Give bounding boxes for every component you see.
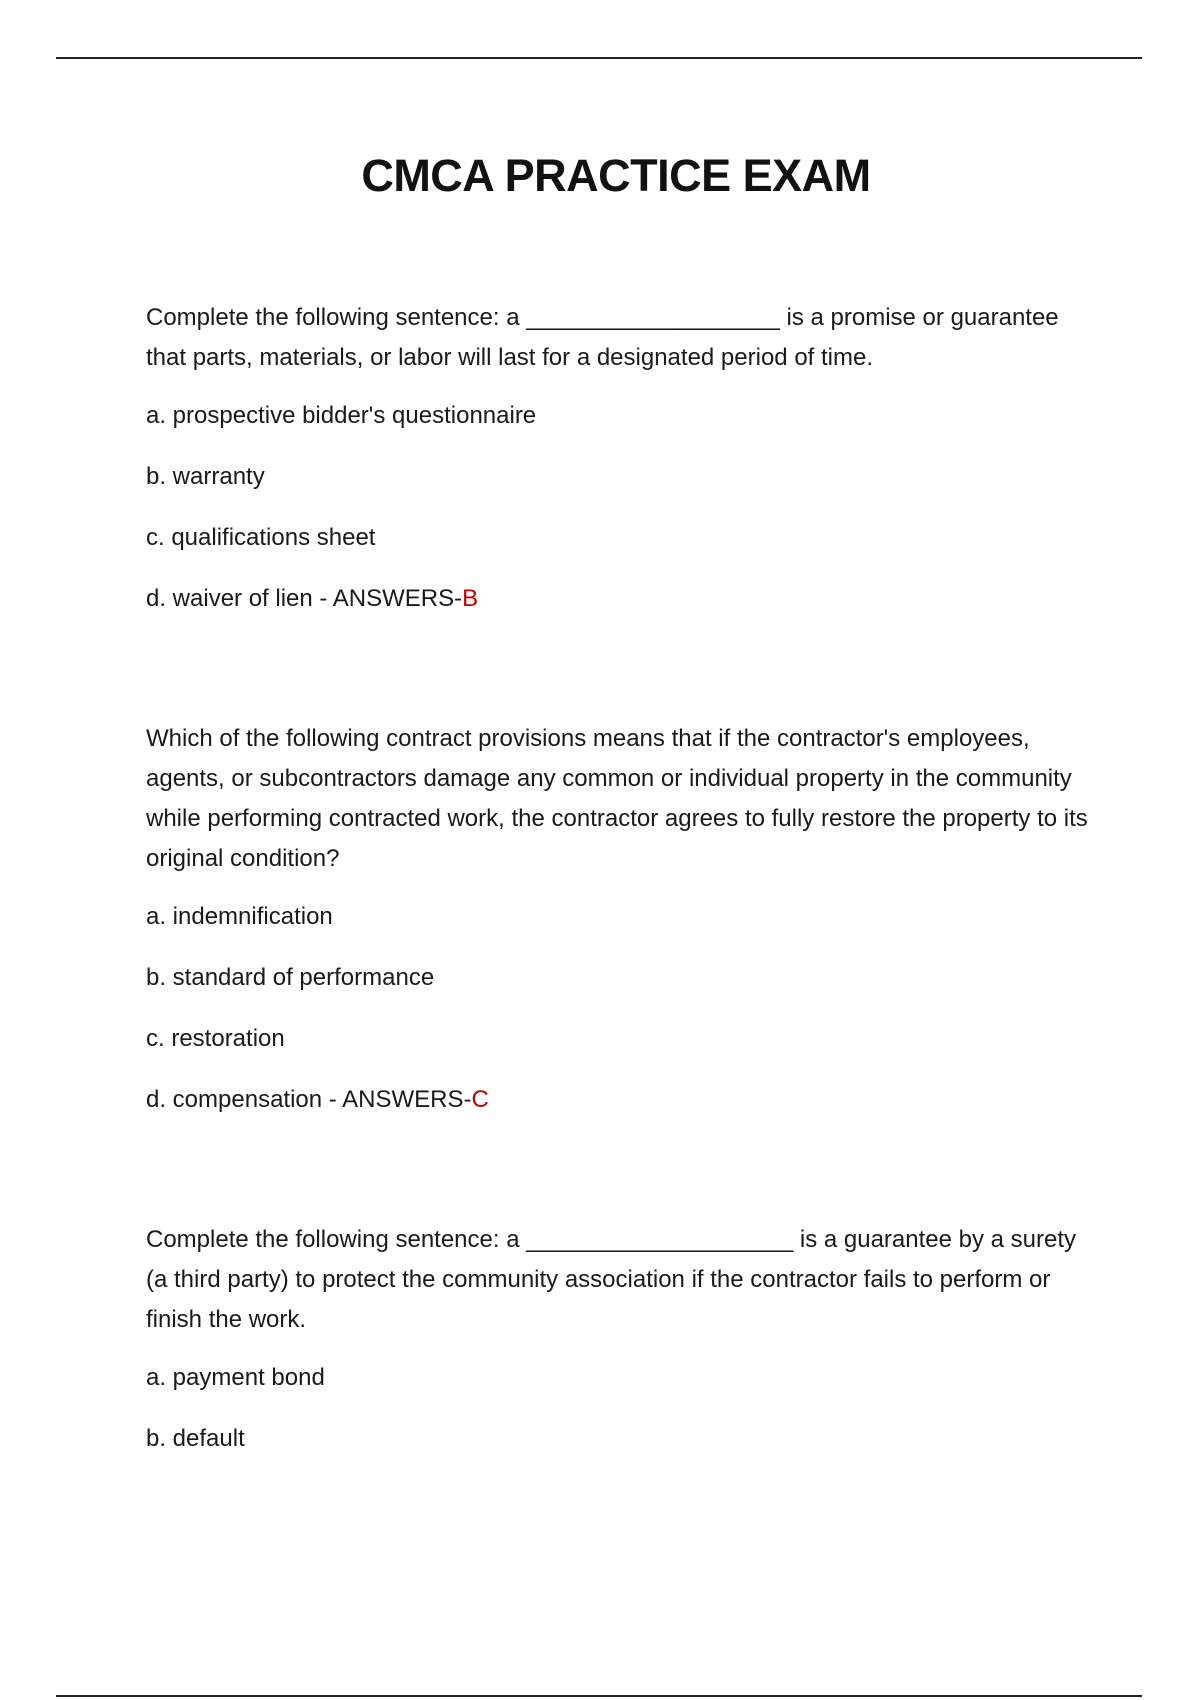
answer-prefix: - ANSWERS- xyxy=(312,585,463,612)
question-text-after: is a promise or guarantee that parts, materials, or labor will last for a designated period of time. xyxy=(146,304,1059,371)
option-d-text: d. compensation xyxy=(146,1086,323,1113)
option-b: b. standard of performance xyxy=(146,964,435,991)
question-text-before: Complete the following sentence: a xyxy=(146,1226,527,1253)
question-block-1 xyxy=(146,298,1096,619)
question-text-before: Complete the following sentence: a xyxy=(146,304,527,331)
question-block-2 xyxy=(146,719,1096,1120)
option-d-text: d. waiver of lien xyxy=(146,585,313,612)
option-a: a. prospective bidder's questionnaire xyxy=(146,402,537,429)
option-c: c. restoration xyxy=(146,1025,285,1052)
question-block-3 xyxy=(146,1220,1096,1459)
question-text xyxy=(146,298,1096,378)
bottom-rule xyxy=(56,1695,1142,1697)
option-c: c. qualifications sheet xyxy=(146,524,376,551)
document-title: CMCA PRACTICE EXAM xyxy=(361,150,871,201)
answer-prefix: - ANSWERS- xyxy=(322,1086,472,1113)
option-a: a. indemnification xyxy=(146,903,333,930)
answer-blank: ____________________ xyxy=(526,1226,794,1253)
option-a: a. payment bond xyxy=(146,1364,325,1391)
question-text-after: is a guarantee by a surety (a third party) to protect the community association if the contractor fails to perform or finish the work. xyxy=(146,1226,1077,1333)
option-b: b. warranty xyxy=(146,463,265,490)
option-d xyxy=(146,1080,1096,1120)
document-body xyxy=(146,298,1096,1559)
answer-letter: B xyxy=(462,585,479,612)
answer-letter: C xyxy=(471,1086,489,1113)
question-text: Which of the following contract provisions means that if the contractor's employees, agents, or subcontractors damage any common or individual property in the community while performing contracted work, the contractor agrees to fully restore the property to its original condition? xyxy=(146,725,1088,872)
top-rule xyxy=(56,57,1142,59)
option-b: b. default xyxy=(146,1425,245,1452)
option-d xyxy=(146,579,1096,619)
question-text xyxy=(146,1220,1096,1340)
answer-blank: ___________________ xyxy=(526,304,780,331)
